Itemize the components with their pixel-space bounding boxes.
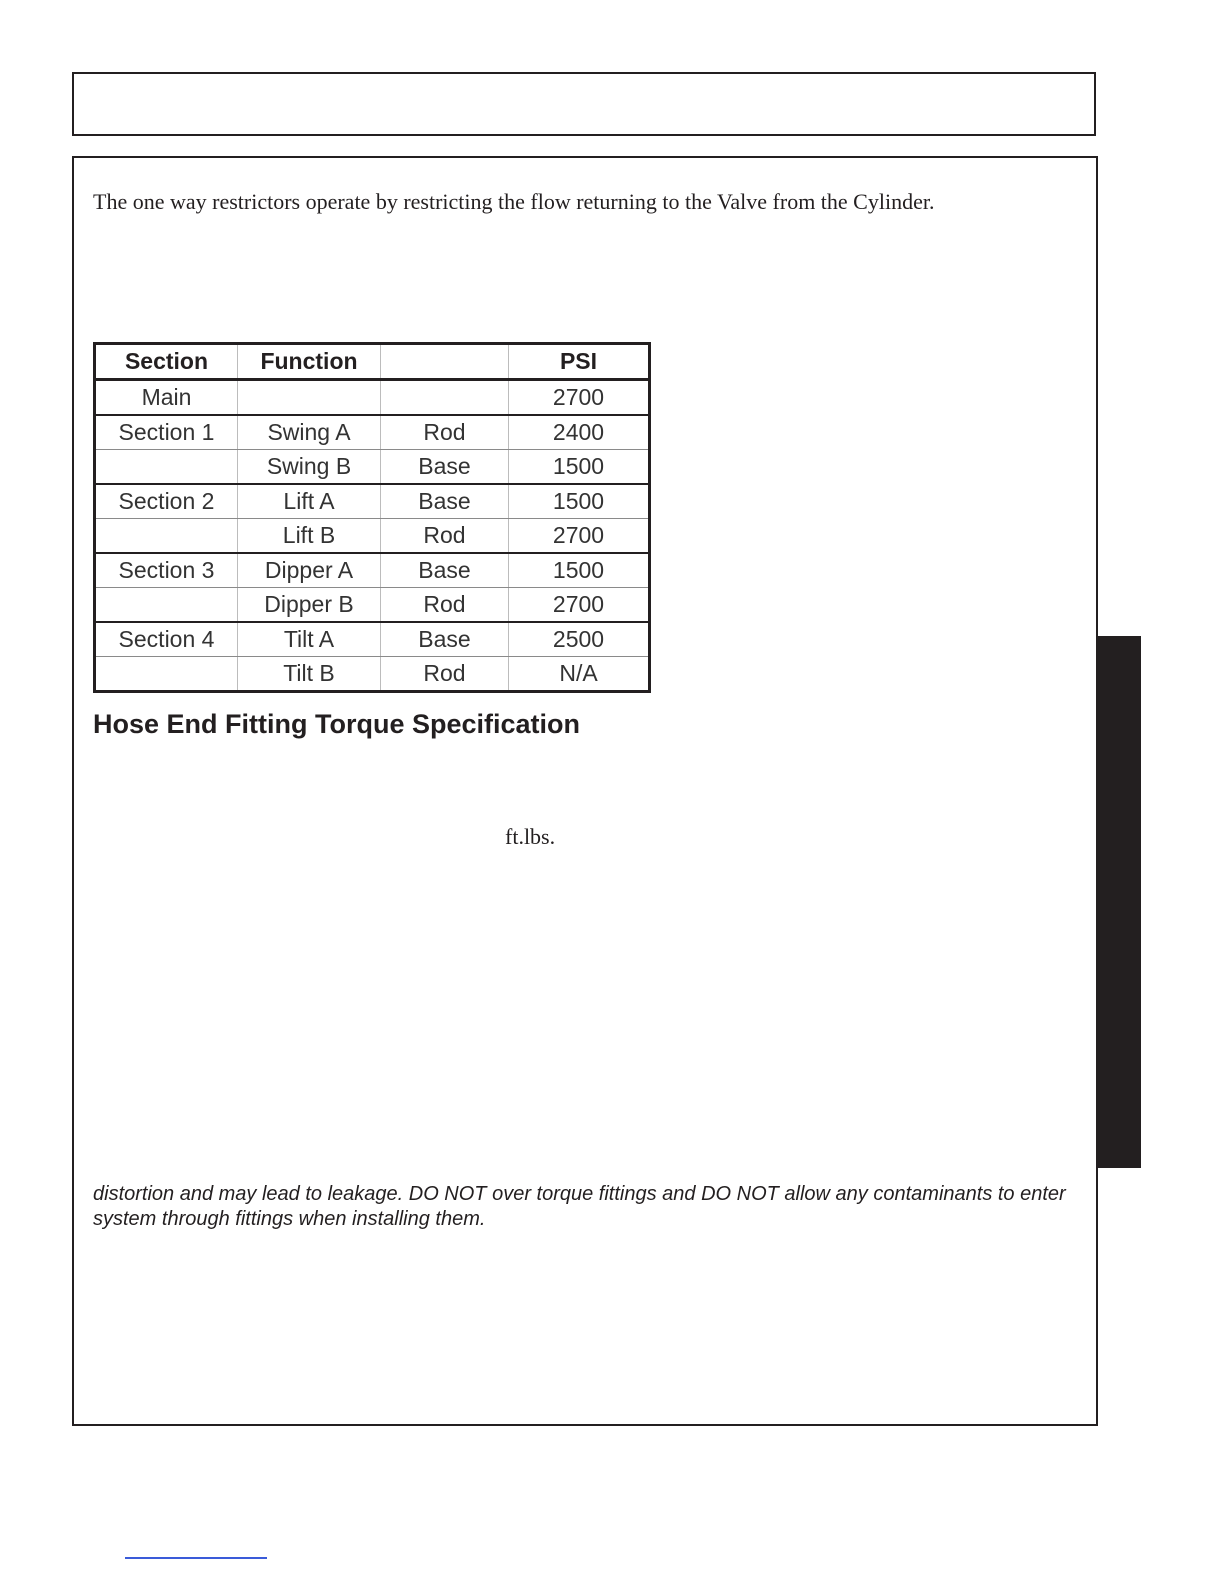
footer-link-underline (125, 1557, 267, 1559)
cell-psi: 2700 (509, 380, 650, 416)
cell-psi: 1500 (509, 553, 650, 588)
section-side-tab (1097, 636, 1141, 1168)
table-row (95, 588, 650, 623)
cell-psi: 1500 (509, 484, 650, 519)
table-row (95, 519, 650, 554)
cell-side: Rod (381, 415, 509, 450)
cell-side: Rod (381, 657, 509, 692)
cell-function (238, 380, 381, 416)
cell-section: Section 4 (95, 622, 238, 657)
cell-side: Base (381, 484, 509, 519)
table-row (95, 657, 650, 692)
table-row (95, 484, 650, 519)
header-function: Function (238, 344, 381, 380)
torque-unit-label: ft.lbs. (505, 824, 556, 849)
cell-section (95, 657, 238, 692)
cell-side: Rod (381, 588, 509, 623)
table-header-row (95, 344, 650, 380)
table-row (95, 553, 650, 588)
cell-function: Tilt B (238, 657, 381, 692)
cell-side (381, 380, 509, 416)
section-heading: Hose End Fitting Torque Specification (93, 709, 581, 739)
table-row (95, 450, 650, 485)
intro-paragraph: The one way restrictors operate by restricting the flow returning to the Valve from the Cylinder. (93, 189, 935, 214)
cell-section (95, 588, 238, 623)
table-row (95, 380, 650, 416)
cell-psi: 1500 (509, 450, 650, 485)
cell-function: Tilt A (238, 622, 381, 657)
cell-section: Main (95, 380, 238, 416)
table-row (95, 622, 650, 657)
header-psi: PSI (509, 344, 650, 380)
caution-note: distortion and may lead to leakage. DO NOT over torque fittings and DO NOT allow any contaminants to enter system through fittings when installing them. (93, 1183, 1066, 1230)
cell-section (95, 519, 238, 554)
cell-function: Dipper B (238, 588, 381, 623)
cell-function: Swing B (238, 450, 381, 485)
cell-side: Rod (381, 519, 509, 554)
table-row (95, 415, 650, 450)
cell-psi: N/A (509, 657, 650, 692)
cell-section: Section 1 (95, 415, 238, 450)
relief-pressure-table (93, 342, 651, 693)
cell-function: Dipper A (238, 553, 381, 588)
cell-psi: 2400 (509, 415, 650, 450)
cell-side: Base (381, 450, 509, 485)
cell-section: Section 3 (95, 553, 238, 588)
cell-psi: 2700 (509, 519, 650, 554)
cell-section (95, 450, 238, 485)
cell-function: Lift A (238, 484, 381, 519)
header-box (72, 72, 1096, 136)
header-side (381, 344, 509, 380)
header-section: Section (95, 344, 238, 380)
cell-psi: 2500 (509, 622, 650, 657)
cell-function: Lift B (238, 519, 381, 554)
cell-psi: 2700 (509, 588, 650, 623)
cell-section: Section 2 (95, 484, 238, 519)
cell-function: Swing A (238, 415, 381, 450)
cell-side: Base (381, 553, 509, 588)
cell-side: Base (381, 622, 509, 657)
